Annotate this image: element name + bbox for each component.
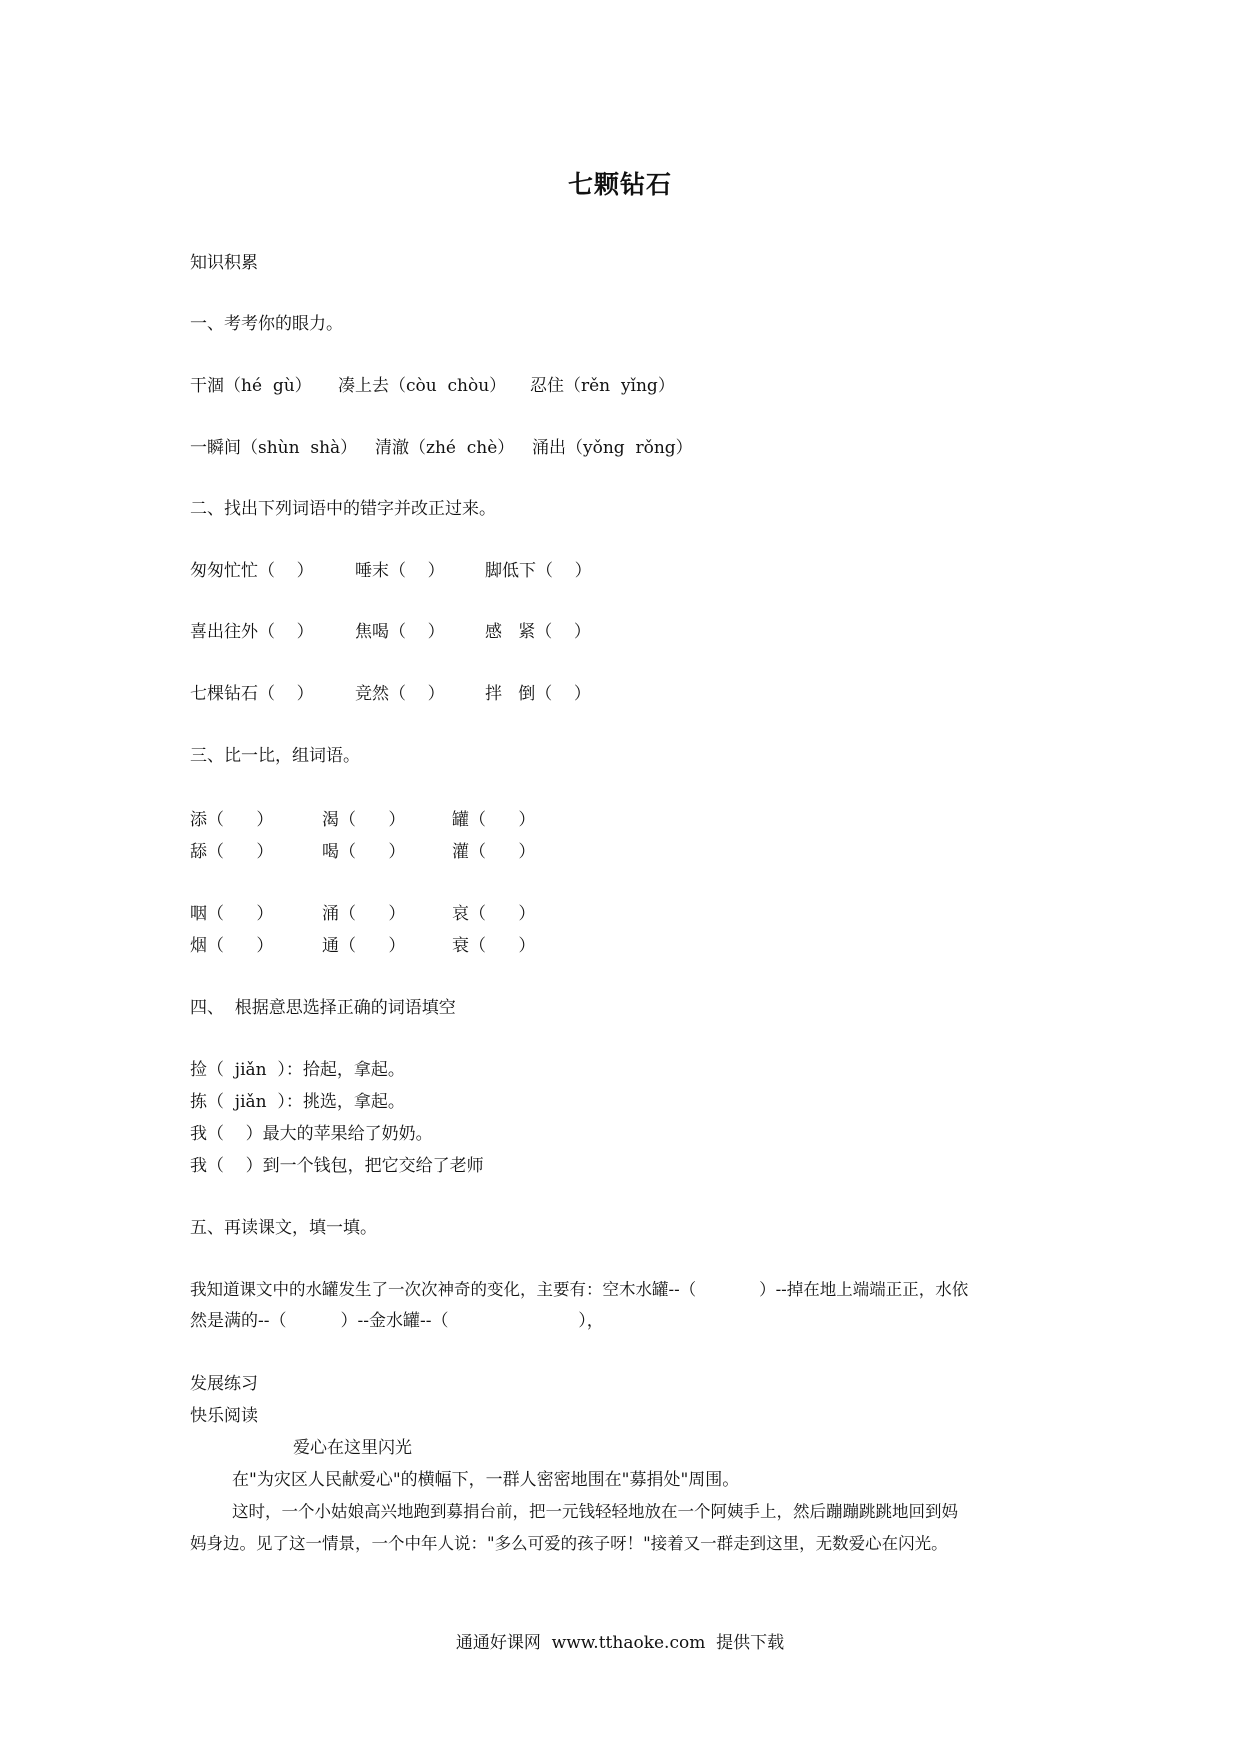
q2-item: 脚低下（ ） [485, 561, 592, 581]
q3-item: 罐（ ） [452, 810, 536, 830]
section-practice-heading: 发展练习 [190, 1374, 258, 1394]
q1-item: 忍住（rěn yǐng） [530, 376, 675, 396]
q2-heading: 二、找出下列词语中的错字并改正过来。 [190, 499, 496, 519]
section-knowledge-heading: 知识积累 [190, 253, 258, 273]
q3-item: 通（ ） [322, 936, 406, 956]
passage-paragraph: 妈身边。见了这一情景，一个中年人说："多么可爱的孩子呀！"接着又一群走到这里，无数爱心在闪光。 [190, 1534, 948, 1553]
q2-item: 竞然（ ） [355, 684, 445, 704]
q2-item: 感 紧（ ） [485, 622, 591, 642]
q4-line: 拣（ jiǎn ）：挑选，拿起。 [190, 1092, 405, 1112]
q1-item: 一瞬间（shùn shà） [190, 438, 358, 458]
q5-line: 我知道课文中的水罐发生了一次次神奇的变化，主要有：空木水罐--（ ）--掉在地上端端正正，水依 [190, 1280, 969, 1299]
q3-item: 烟（ ） [190, 936, 274, 956]
passage-title: 爱心在这里闪光 [293, 1438, 412, 1458]
q2-item: 七棵钻石（ ） [190, 684, 314, 704]
q4-heading: 四、 根据意思选择正确的词语填空 [190, 998, 456, 1018]
page-title: 七颗钻石 [567, 170, 672, 199]
q1-item: 涌出（yǒng rǒng） [532, 438, 693, 458]
section-reading-heading: 快乐阅读 [190, 1406, 258, 1426]
passage-paragraph: 这时，一个小姑娘高兴地跑到募捐台前，把一元钱轻轻地放在一个阿姨手上，然后蹦蹦跳跳地回到妈 [232, 1502, 958, 1521]
q2-item: 匆匆忙忙（ ） [190, 561, 314, 581]
q3-item: 喝（ ） [322, 842, 406, 862]
q4-line: 捡（ jiǎn ）：拾起，拿起。 [190, 1060, 405, 1080]
q2-item: 唾末（ ） [355, 561, 445, 581]
q1-item: 干涸（hé gù） [190, 376, 312, 396]
q2-item: 焦喝（ ） [355, 622, 445, 642]
q2-item: 喜出往外（ ） [190, 622, 314, 642]
q5-heading: 五、再读课文，填一填。 [190, 1218, 377, 1238]
q3-item: 渴（ ） [322, 810, 406, 830]
q3-item: 舔（ ） [190, 842, 274, 862]
q3-heading: 三、比一比，组词语。 [190, 746, 360, 766]
q3-item: 咽（ ） [190, 904, 274, 924]
q3-item: 哀（ ） [452, 904, 536, 924]
q1-item: 凑上去（còu chòu） [338, 376, 507, 396]
passage-paragraph: 在"为灾区人民献爱心"的横幅下，一群人密密地围在"募捐处"周围。 [232, 1470, 740, 1490]
q3-item: 衰（ ） [452, 936, 536, 956]
q2-item: 拌 倒（ ） [485, 684, 591, 704]
q3-item: 添（ ） [190, 810, 274, 830]
q3-item: 涌（ ） [322, 904, 406, 924]
q4-line: 我（ ）最大的苹果给了奶奶。 [190, 1124, 433, 1144]
q1-item: 清澈（zhé chè） [375, 438, 515, 458]
q5-line: 然是满的--（ ）--金水罐--（ ）， [190, 1311, 604, 1331]
q1-heading: 一、考考你的眼力。 [190, 314, 343, 334]
page-footer: 通通好课网 www.tthaoke.com 提供下载 [455, 1633, 785, 1653]
q4-line: 我（ ）到一个钱包，把它交给了老师 [190, 1156, 484, 1176]
q3-item: 灌（ ） [452, 842, 536, 862]
